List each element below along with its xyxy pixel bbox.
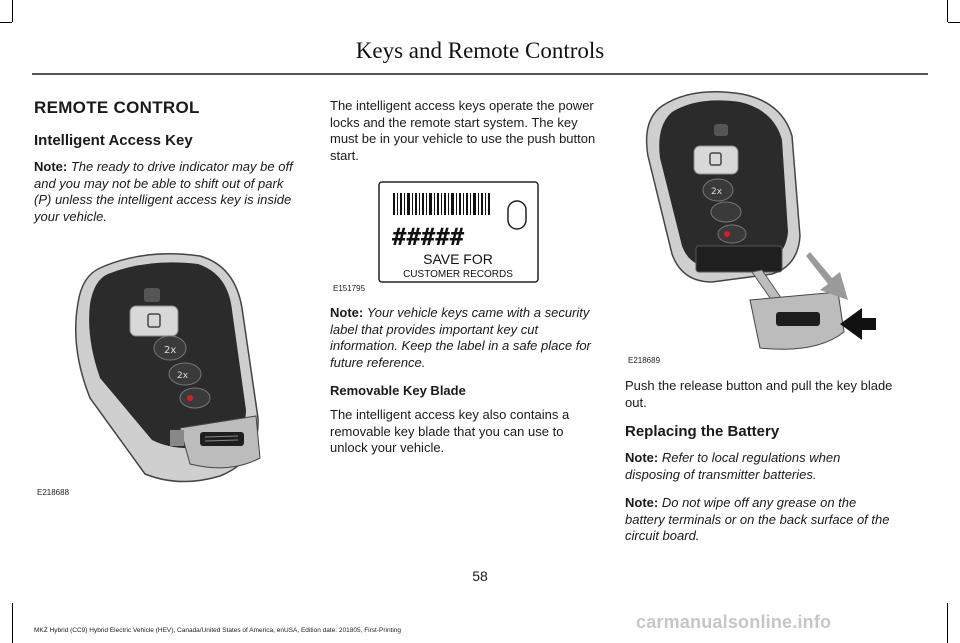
barcode-icon [392,191,492,217]
crop-mark [948,22,960,23]
svg-text:2x: 2x [164,345,177,356]
watermark: carmanualsonline.info [636,612,832,632]
svg-text:2x: 2x [711,187,723,197]
column-middle-lower [330,305,600,469]
note-paragraph [330,305,600,371]
key-fob-figure [60,248,270,488]
page-header-title: Keys and Remote Controls [355,38,605,63]
svg-text:2x: 2x [177,371,189,381]
hash-marks: ##### [392,223,465,251]
label-line-1: SAVE FOR [423,251,493,267]
key-fob-illustration [60,248,270,488]
note-label: Note: [625,495,659,510]
column-middle [330,98,600,176]
note-label: Note: [625,450,659,465]
body-paragraph: The intelligent access keys operate the power locks and the remote start system. The key must be in your vehicle to use the push button start. [330,98,596,163]
security-label-card [378,181,539,283]
subsection-heading: Replacing the Battery [625,423,780,440]
column-left [34,98,304,237]
note-label: Note: [330,305,364,320]
security-label-figure [378,181,539,283]
figure-code: E218689 [628,356,661,365]
key-blade-figure [632,86,882,361]
subsection-heading: Intelligent Access Key [34,132,193,149]
note-text: Your vehicle keys came with a security label that provides important key cut information. Keep the label in a safe place for future reference. [330,305,591,370]
header-rule [32,73,928,75]
note-text: Refer to local regulations when disposing of transmitter batteries. [625,450,841,482]
note-paragraph [625,450,895,483]
key-blade-illustration [632,86,882,361]
figure-code: E218688 [37,488,70,497]
crop-mark [12,0,13,22]
note-paragraph [625,495,895,545]
section-heading: REMOTE CONTROL [34,98,200,117]
note-text: The ready to drive indicator may be off and you may not be able to shift out of park (P) unless the intelligent access key is inside your vehicle. [34,159,293,224]
crop-mark [947,0,948,22]
body-paragraph: The intelligent access key also contains a removable key blade that you can use to unlock your vehicle. [330,407,570,455]
figure-code: E151795 [333,284,366,293]
crop-mark [0,22,12,23]
subsection-heading: Removable Key Blade [330,383,466,398]
release-arrow-icon [840,308,876,340]
crop-mark [947,603,948,643]
footer-text: MKZ Hybrid (CC9) Hybrid Electric Vehicle (HEV), Canada/United States of America, enUSA, Edition date: 201805, First-Printing [34,627,402,634]
body-paragraph: Push the release button and pull the key blade out. [625,378,893,410]
crop-mark [12,603,13,643]
label-line-2: CUSTOMER RECORDS [403,269,513,280]
note-text: Do not wipe off any grease on the battery terminals or on the back surface of the circuit board. [625,495,890,543]
page-number: 58 [472,568,488,584]
note-label: Note: [34,159,68,174]
note-paragraph [34,159,304,225]
column-right-lower [625,378,895,557]
